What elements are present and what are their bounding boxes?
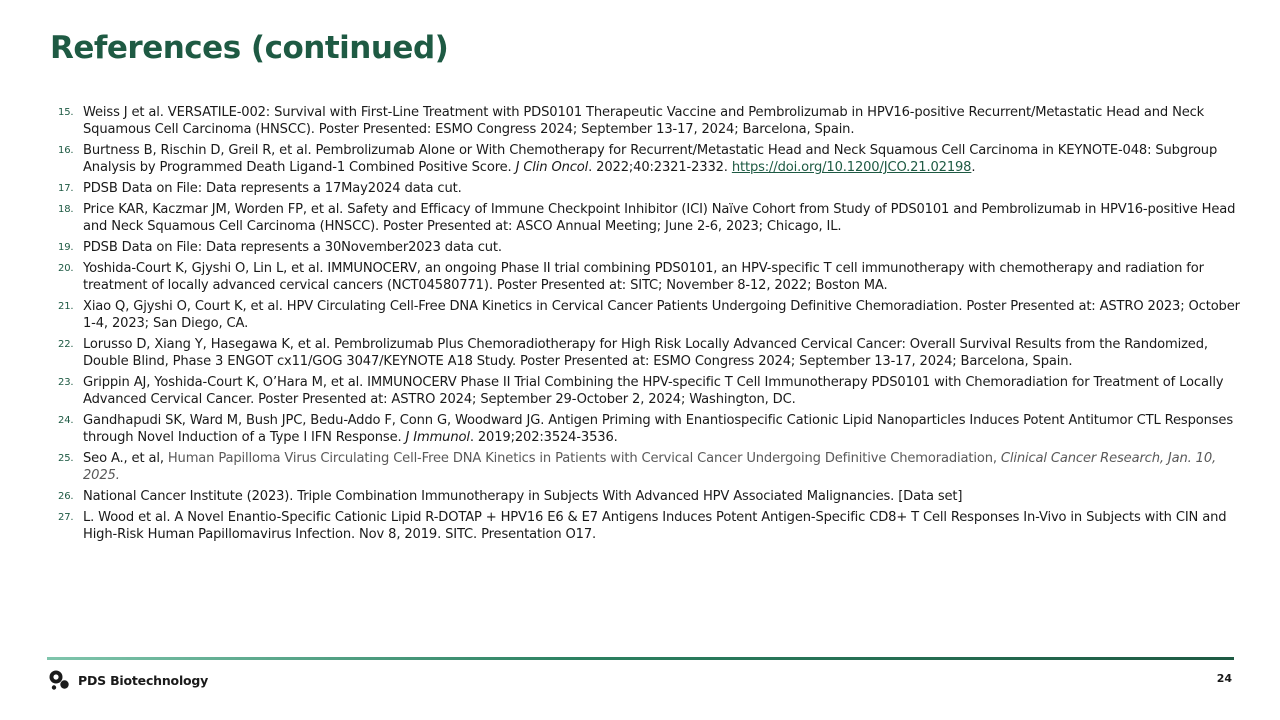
reference-text	[83, 181, 462, 196]
reference-text	[83, 105, 1204, 137]
reference-item	[50, 104, 1240, 138]
reference-text	[83, 202, 1235, 234]
reference-number: 24.	[58, 415, 74, 426]
reference-text-segment: Burtness B, Rischin D, Greil R, et al. Pembrolizumab Alone or With Chemotherapy for Recurrent/Metastatic Head and Neck Squamous Cell Carcinoma in KEYNOTE-048: Subgroup Analysis by Programmed Death Ligand-1 Combined Positive Score.	[83, 143, 1218, 175]
reference-number: 27.	[58, 512, 74, 523]
reference-text-segment: L. Wood et al. A Novel Enantio-Specific Cationic Lipid R-DOTAP + HPV16 E6 & E7 Antigens Induces Potent Antigen-Specific CD8+ T Cell Responses In-Vivo in Subjects with CIN and High-Risk Human Papillomavirus Infection. Nov 8, 2019. SITC. Presentation O17.	[83, 510, 1227, 542]
reference-item	[50, 260, 1240, 294]
reference-text-segment: Seo A., et al,	[83, 451, 168, 466]
reference-number: 19.	[58, 242, 74, 253]
reference-text	[83, 143, 1217, 175]
reference-number: 18.	[58, 204, 74, 215]
reference-text	[83, 413, 1233, 445]
reference-item	[50, 180, 1240, 197]
reference-text-segment: Price KAR, Kaczmar JM, Worden FP, et al. Safety and Efficacy of Immune Checkpoint Inhibitor (ICI) Naïve Cohort from Study of PDS0101 and Pembrolizumab in HPV16-positive Head and Neck Squamous Cell Carcinoma (HNSCC). Poster Presented at: ASCO Annual Meeting; June 2-6, 2023; Chicago, IL.	[83, 202, 1236, 234]
reference-number: 15.	[58, 107, 74, 118]
reference-item	[50, 201, 1240, 235]
reference-number: 16.	[58, 145, 74, 156]
reference-number: 21.	[58, 301, 74, 312]
reference-item	[50, 142, 1240, 176]
reference-item	[50, 298, 1240, 332]
reference-text-segment: .	[971, 160, 976, 175]
reference-text-segment: National Cancer Institute (2023). Triple Combination Immunotherapy in Subjects With Advanced HPV Associated Malignancies. [Data set]	[83, 489, 963, 504]
footer-divider	[47, 657, 1234, 660]
reference-text	[83, 451, 1216, 483]
page-number: 24	[1216, 672, 1232, 685]
reference-text-segment: Xiao Q, Gjyshi O, Court K, et al. HPV Circulating Cell-Free DNA Kinetics in Cervical Cancer Patients Undergoing Definitive Chemoradiation. Poster Presented at: ASTRO 2023; October 1-4, 2023; San Diego, CA.	[83, 299, 1240, 331]
reference-item	[50, 239, 1240, 256]
reference-text-segment: . 2019;202:3524-3536.	[469, 430, 618, 445]
reference-text-segment: Grippin AJ, Yoshida-Court K, O’Hara M, et al. IMMUNOCERV Phase II Trial Combining the HPV-specific T Cell Immunotherapy PDS0101 with Chemoradiation for Treatment of Locally Advanced Cervical Cancer. Poster Presented at: ASTRO 2024; September 29-October 2, 2024; Washington, DC.	[83, 375, 1224, 407]
reference-text	[83, 299, 1240, 331]
reference-item	[50, 450, 1240, 484]
journal-name: Clinical Cancer Research, Jan. 10, 2025.	[83, 451, 1217, 483]
reference-item	[50, 412, 1240, 446]
reference-text-segment: Yoshida-Court K, Gjyshi O, Lin L, et al. IMMUNOCERV, an ongoing Phase II trial combining PDS0101, an HPV-specific T cell immunotherapy with chemotherapy and radiation for treatment of locally advanced cervical cancers (NCT04580771). Poster Presented at: SITC; November 8-12, 2022; Boston MA.	[83, 261, 1204, 293]
reference-item	[50, 488, 1240, 505]
brand-logo	[48, 668, 208, 692]
reference-number: 17.	[58, 183, 74, 194]
reference-number: 22.	[58, 339, 74, 350]
reference-number: 25.	[58, 453, 74, 464]
brand-name: PDS Biotechnology	[78, 672, 209, 688]
reference-item	[50, 336, 1240, 370]
reference-text	[83, 375, 1223, 407]
reference-number: 23.	[58, 377, 74, 388]
reference-number: 20.	[58, 263, 74, 274]
article-title: Human Papilloma Virus Circulating Cell-Free DNA Kinetics in Patients with Cervical Cancer Undergoing Definitive Chemoradiation,	[167, 451, 1001, 466]
reference-text-segment: PDSB Data on File: Data represents a 30November2023 data cut.	[83, 240, 502, 255]
pds-logo-icon	[48, 669, 70, 691]
reference-number: 26.	[58, 491, 74, 502]
reference-text-segment: Gandhapudi SK, Ward M, Bush JPC, Bedu-Addo F, Conn G, Woodward JG. Antigen Priming with Enantiospecific Cationic Lipid Nanoparticles Induces Potent Antitumor CTL Responses through Novel Induction of a Type I IFN Response.	[83, 413, 1233, 445]
page-title: References (continued)	[50, 30, 449, 66]
reference-text	[83, 510, 1226, 542]
reference-item	[50, 374, 1240, 408]
reference-text-segment: Weiss J et al. VERSATILE-002: Survival with First-Line Treatment with PDS0101 Therapeutic Vaccine and Pembrolizumab in HPV16-positive Recurrent/Metastatic Head and Neck Squamous Cell Carcinoma (HNSCC). Poster Presented: ESMO Congress 2024; September 13-17, 2024; Barcelona, Spain.	[83, 105, 1205, 137]
reference-item	[50, 509, 1240, 543]
reference-text-segment: Lorusso D, Xiang Y, Hasegawa K, et al. Pembrolizumab Plus Chemoradiotherapy for High Risk Locally Advanced Cervical Cancer: Overall Survival Results from the Randomized, Double Blind, Phase 3 ENGOT cx11/GOG 3047/KEYNOTE A18 Study. Poster Presented at: ESMO Congress 2024; September 13-17, 2024; Barcelona, Spain.	[83, 337, 1208, 369]
journal-name: J Immunol	[405, 430, 470, 445]
reference-text	[83, 337, 1208, 369]
reference-list	[50, 104, 1240, 547]
reference-text	[83, 489, 962, 504]
reference-text-segment: PDSB Data on File: Data represents a 17May2024 data cut.	[83, 181, 462, 196]
doi-link[interactable]: https://doi.org/10.1200/JCO.21.02198	[731, 160, 972, 175]
journal-name: J Clin Oncol	[515, 160, 589, 175]
reference-text	[83, 240, 502, 255]
reference-text-segment: . 2022;40:2321-2332.	[588, 160, 732, 175]
reference-text	[83, 261, 1204, 293]
